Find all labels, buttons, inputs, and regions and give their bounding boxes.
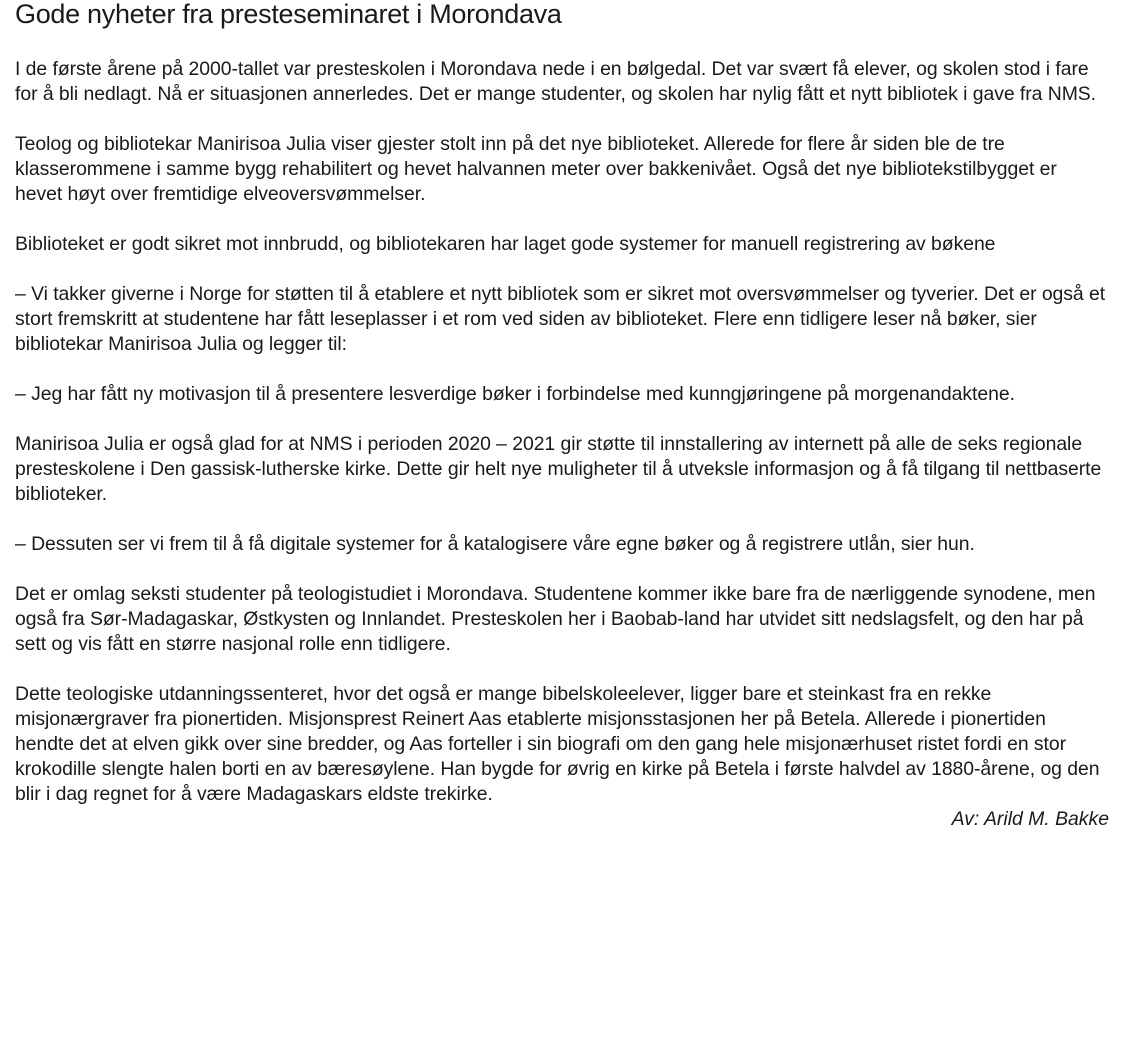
article-title: Gode nyheter fra presteseminaret i Morondava: [15, 0, 562, 29]
paragraph-internet: Manirisoa Julia er også glad for at NMS i perioden 2020 – 2021 gir støtte til innstallering av internett på alle de seks regionale presteskolene i Den gassisk-lutherske kirke. Dette gir helt nye muligheter til å utveksle informasjon og å få tilgang til nettbaserte biblioteker.: [15, 433, 1102, 505]
paragraph-library-tour: Teolog og bibliotekar Manirisoa Julia viser gjester stolt inn på det nye biblioteket. Allerede for flere år siden ble de tre klasserommene i samme bygg rehabilitert og hevet halvannen meter over bakkenivået. Også det nye bibliotekstilbygget er hevet høyt over fremtidige elveoversvømmelser.: [15, 133, 1057, 205]
paragraph-quote-thanks: – Vi takker giverne i Norge for støtten til å etablere et nytt bibliotek som er sikret mot oversvømmelser og tyverier. Det er også et stort fremskritt at studentene har fått leseplasser i et rom ved siden av biblioteket. Flere enn tidligere leser nå bøker, sier bibliotekar Manirisoa Julia og legger til:: [15, 283, 1106, 355]
paragraph-quote-digital: – Dessuten ser vi frem til å få digitale systemer for å katalogisere våre egne bøker og å registrere utlån, sier hun.: [15, 533, 975, 555]
article-body: [15, 57, 1109, 807]
paragraph-security: Biblioteket er godt sikret mot innbrudd, og bibliotekaren har laget gode systemer for manuell registrering av bøkene: [15, 233, 996, 255]
paragraph-intro: I de første årene på 2000-tallet var presteskolen i Morondava nede i en bølgedal. Det var svært få elever, og skolen stod i fare for å bli nedlagt. Nå er situasjonen annerledes. Det er mange studenter, og skolen har nylig fått et nytt bibliotek i gave fra NMS.: [15, 58, 1097, 105]
paragraph-history: Dette teologiske utdanningssenteret, hvor det også er mange bibelskoleelever, ligger bare et steinkast fra en rekke misjonærgraver fra pionertiden. Misjonsprest Reinert Aas etablerte misjonsstasjonen her på Betela. Allerede i pionertiden hendte det at elven gikk over sine bredder, og Aas forteller i sin biografi om den gang hele misjonærhuset ristet fordi en stor krokodille slengte halen borti en av bæresøylene. Han bygde for øvrig en kirke på Betela i første halvdel av 1880-årene, og den blir i dag regnet for å være Madagaskars eldste trekirke.: [15, 683, 1100, 805]
byline: Av: Arild M. Bakke: [951, 808, 1109, 830]
paragraph-quote-motivation: – Jeg har fått ny motivasjon til å presentere lesverdige bøker i forbindelse med kunngjøringene på morgenandaktene.: [15, 383, 1015, 405]
paragraph-students: Det er omlag seksti studenter på teologistudiet i Morondava. Studentene kommer ikke bare fra de nærliggende synodene, men også fra Sør-Madagaskar, Østkysten og Innlandet. Presteskolen her i Baobab-land har utvidet sitt nedslagsfelt, og den har på sett og vis fått en større nasjonal rolle enn tidligere.: [15, 583, 1096, 655]
